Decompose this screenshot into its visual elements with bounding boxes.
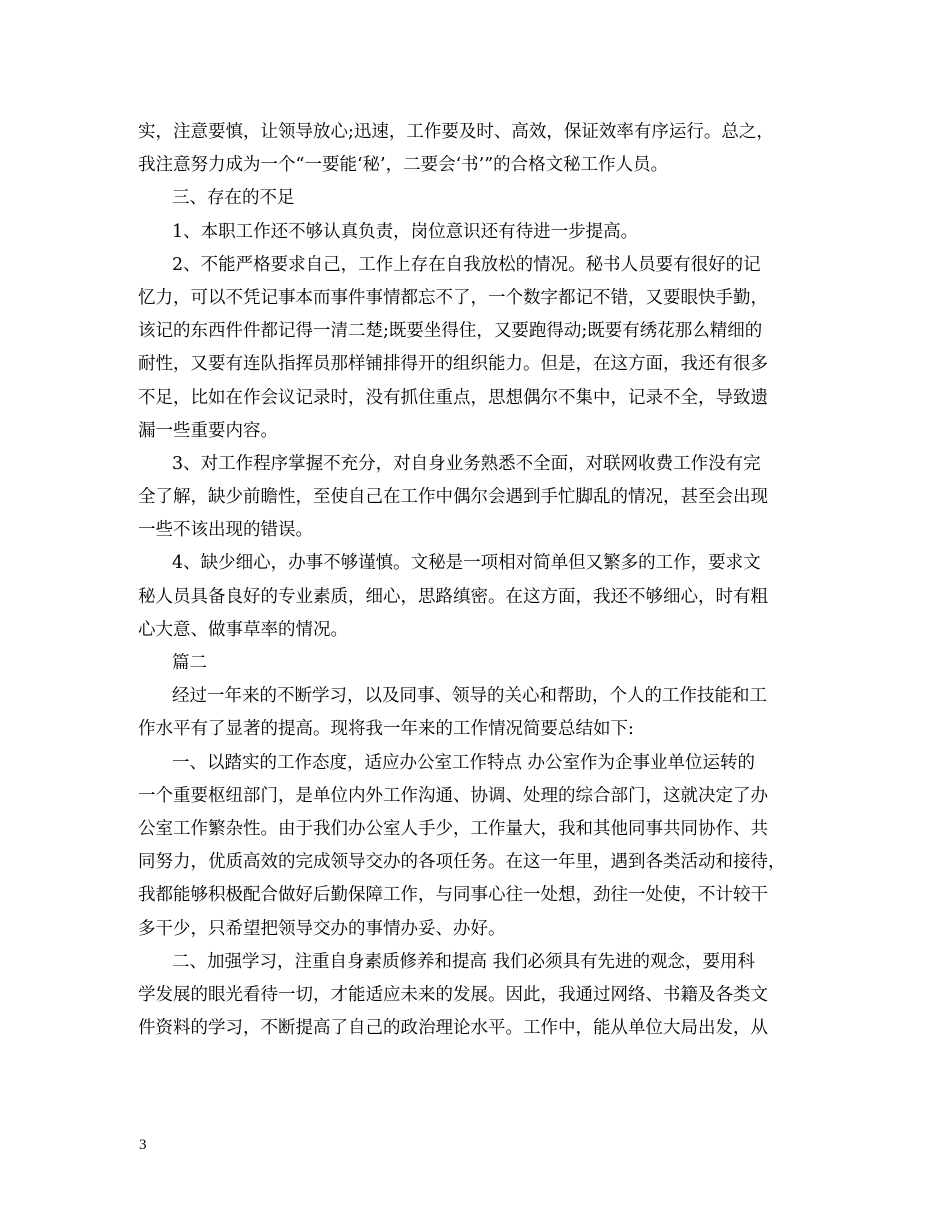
text-line: 同努力，优质高效的完成领导交办的各项任务。在这一年里，遇到各类活动和接待， [138,852,786,873]
text-line: 学发展的眼光看待一切，才能适应未来的发展。因此，我通过网络、书籍及各类文 [138,984,768,1005]
text-line: 2、不能严格要求自己，工作上存在自我放松的情况。秘书人员要有很好的记 [172,254,761,275]
text-line: 一、以踏实的工作态度，适应办公室工作特点 办公室作为企事业单位运转的 [172,752,756,773]
text-line: 全了解，缺少前瞻性，至使自己在工作中偶尔会遇到手忙脚乱的情况，甚至会出现 [138,487,768,508]
text-line: 二、加强学习，注重自身素质修养和提高 我们必须具有先进的观念，要用科 [172,951,756,972]
text-line: 一些不该出现的错误。 [138,520,313,541]
text-line: 我都能够积极配合做好后勤保障工作，与同事心往一处想，劲往一处使，不计较干 [138,885,768,906]
text-line: 实，注意要慎，让领导放心;迅速，工作要及时、高效，保证效率有序运行。总之， [138,122,774,142]
text-line: 秘人员具备良好的专业素质，细心，思路缜密。在这方面，我还不够细心，时有粗 [138,586,768,607]
page-number: 3 [139,1137,147,1153]
text-line: 4、缺少细心，办事不够谨慎。文秘是一项相对简单但又繁多的工作，要求文 [172,553,761,574]
text-line: 耐性，又要有连队指挥员那样铺排得开的组织能力。但是，在这方面，我还有很多 [138,354,768,375]
text-line: 件资料的学习，不断提高了自己的政治理论水平。工作中，能从单位大局出发，从 [138,1018,768,1039]
text-line: 公室工作繁杂性。由于我们办公室人手少，工作量大，我和其他同事共同协作、共 [138,818,768,839]
text-line: 忆力，可以不凭记事本而事件事情都忘不了，一个数字都记不错，又要眼快手勤， [138,287,768,308]
text-line: 3、对工作程序掌握不充分，对自身业务熟悉不全面，对联网收费工作没有完 [172,453,761,474]
text-line: 1、本职工作还不够认真负责，岗位意识还有待进一步提高。 [172,221,639,242]
text-line: 篇二 [172,653,207,673]
text-line: 三、存在的不足 [172,188,295,209]
text-line: 心大意、做事草率的情况。 [138,619,348,640]
text-line: 多干少，只希望把领导交办的事情办妥、办好。 [138,918,506,939]
text-line: 经过一年来的不断学习，以及同事、领导的关心和帮助，个人的工作技能和工 [172,686,767,707]
document-body [138,116,828,1045]
text-line: 一个重要枢纽部门，是单位内外工作沟通、协调、处理的综合部门，这就决定了办 [138,785,768,806]
text-line: 漏一些重要内容。 [138,420,278,441]
text-line: 作水平有了显著的提高。现将我一年来的工作情况简要总结如下: [138,719,634,740]
text-line: 该记的东西件件都记得一清二楚;既要坐得住，又要跑得动;既要有绣花那么精细的 [138,321,763,342]
text-line: 不足，比如在作会议记录时，没有抓住重点，思想偶尔不集中，记录不全，导致遗 [138,387,768,408]
text-line: 我注意努力成为一个“一要能‘秘’，二要会‘书’”的合格文秘工作人员。 [138,155,669,176]
